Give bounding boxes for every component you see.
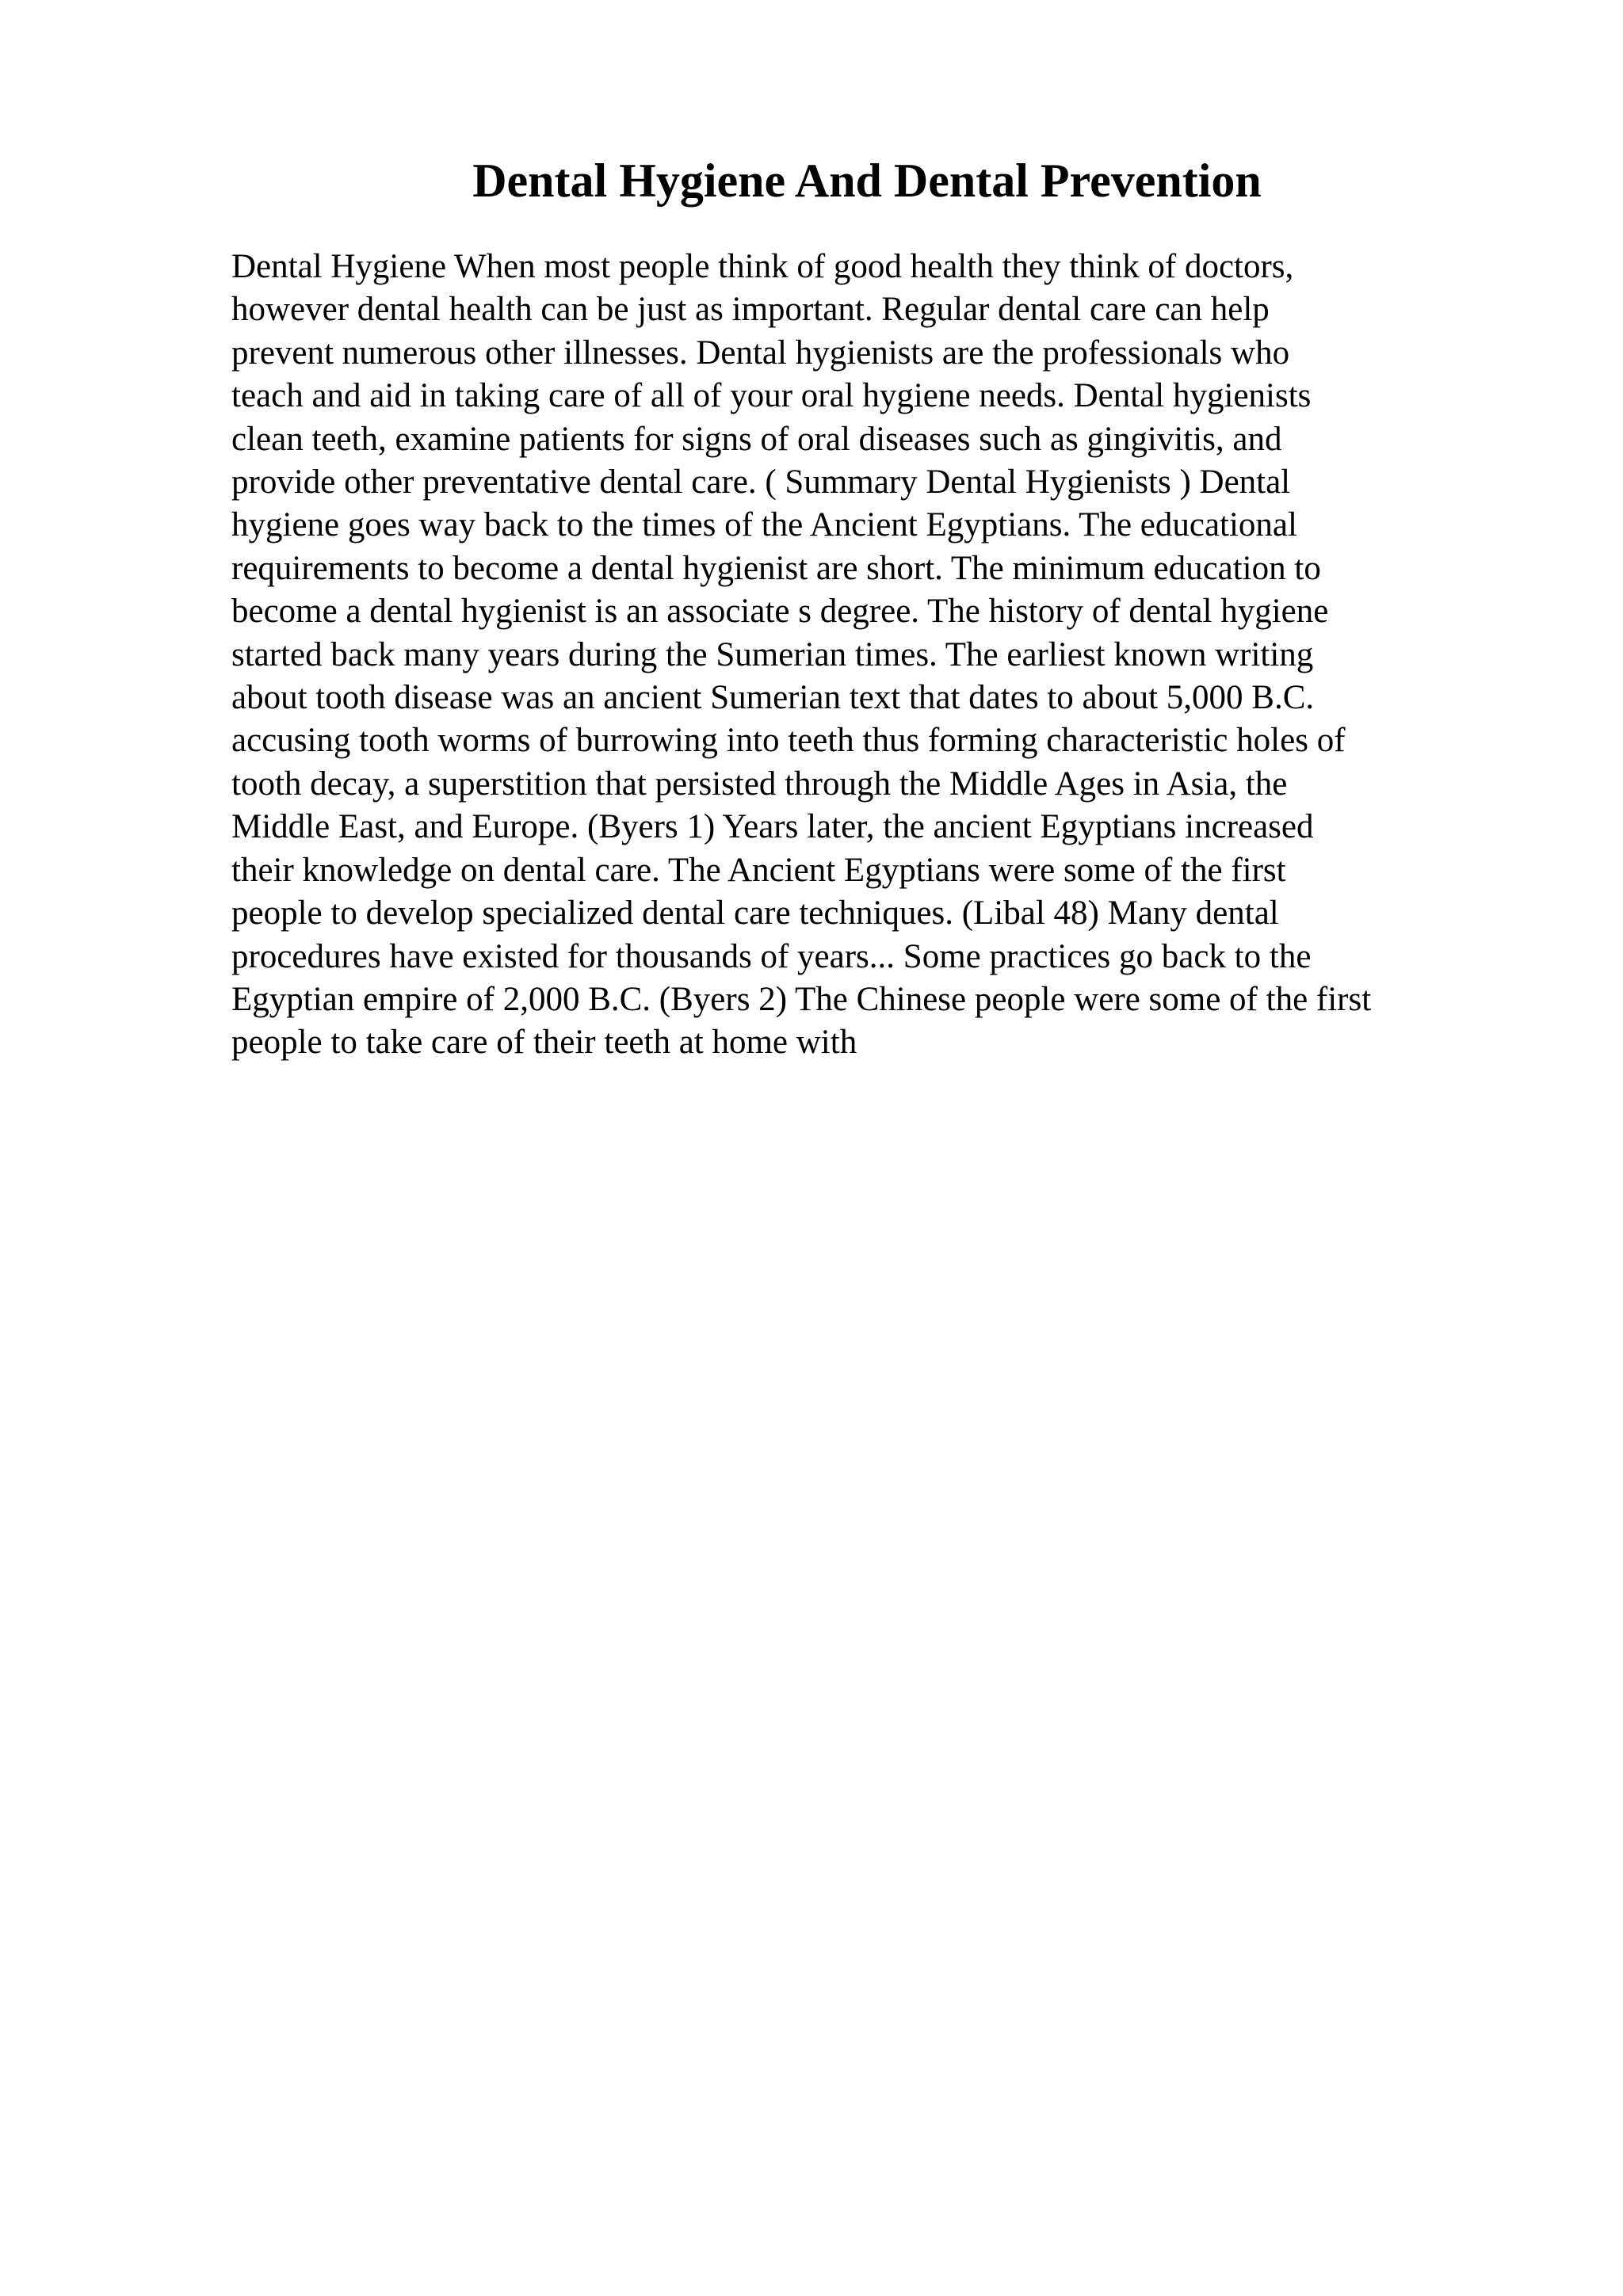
text-line: tooth decay, a superstition that persisted through the Middle Ages in Asia, the bbox=[231, 765, 1288, 803]
text-line: people to take care of their teeth at home with bbox=[231, 1024, 857, 1062]
text-line: Middle East, and Europe. (Byers 1) Years later, the ancient Egyptians increased bbox=[231, 808, 1314, 846]
text-line: about tooth disease was an ancient Sumerian text that dates to about 5,000 B.C. bbox=[231, 679, 1315, 717]
text-line: people to develop specialized dental care techniques. (Libal 48) Many dental bbox=[231, 894, 1279, 933]
text-line: Dental Hygiene When most people think of good health they think of doctors, bbox=[231, 248, 1294, 285]
text-line: their knowledge on dental care. The Ancient Egyptians were some of the first bbox=[231, 851, 1286, 889]
body-paragraph bbox=[231, 246, 1499, 1065]
text-line: hygiene goes way back to the times of the Ancient Egyptians. The educational bbox=[231, 506, 1297, 544]
text-line: clean teeth, examine patients for signs of oral diseases such as gingivitis, and bbox=[231, 420, 1282, 458]
document-title: Dental Hygiene And Dental Prevention bbox=[472, 154, 1262, 207]
text-line: become a dental hygienist is an associate s degree. The history of dental hygiene bbox=[231, 593, 1329, 631]
text-line: however dental health can be just as important. Regular dental care can help bbox=[231, 291, 1270, 329]
text-line: teach and aid in taking care of all of your oral hygiene needs. Dental hygienists bbox=[231, 377, 1312, 415]
text-line: procedures have existed for thousands of years... Some practices go back to the bbox=[231, 937, 1312, 975]
text-line: Egyptian empire of 2,000 B.C. (Byers 2) The Chinese people were some of the first bbox=[231, 980, 1372, 1018]
text-line: provide other preventative dental care. ( Summary Dental Hygienists ) Dental bbox=[231, 463, 1291, 502]
text-line: requirements to become a dental hygienist are short. The minimum education to bbox=[231, 549, 1321, 587]
text-line: prevent numerous other illnesses. Dental hygienists are the professionals who bbox=[231, 334, 1290, 372]
text-line: accusing tooth worms of burrowing into teeth thus forming characteristic holes of bbox=[231, 722, 1346, 760]
text-line: started back many years during the Sumerian times. The earliest known writing bbox=[231, 635, 1314, 673]
